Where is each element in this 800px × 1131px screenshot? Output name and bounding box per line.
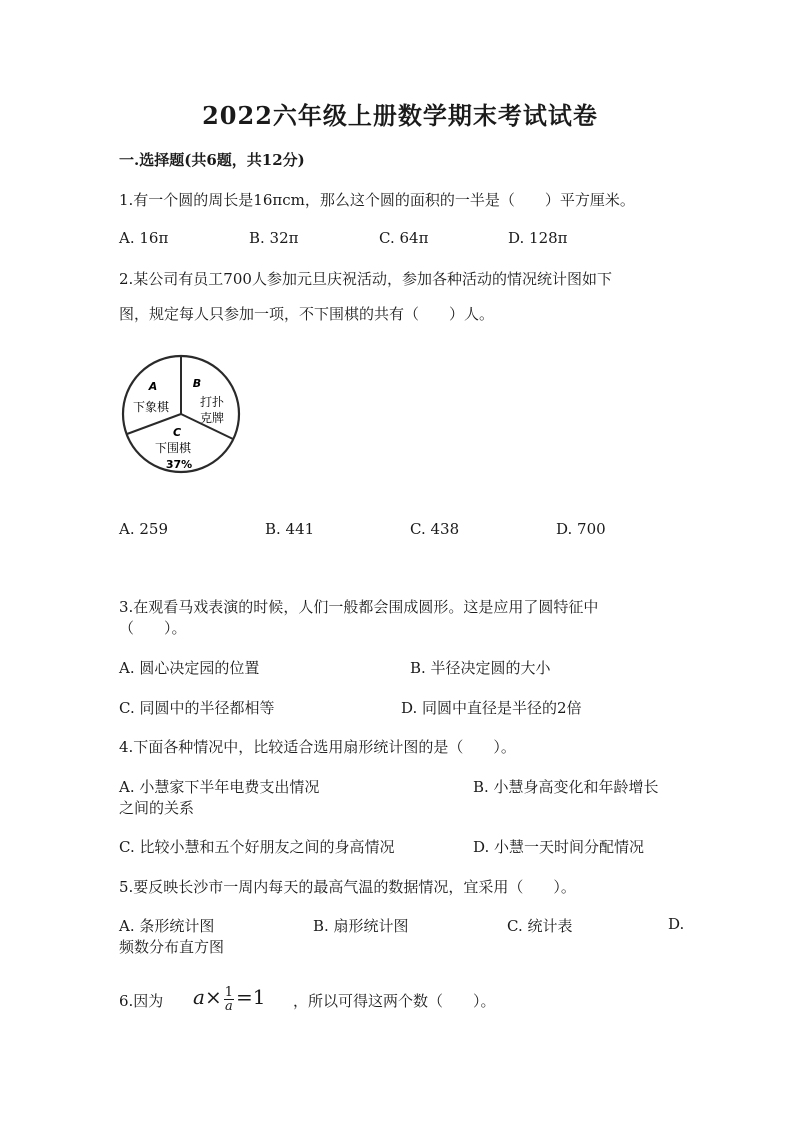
- question-3-stem-line-2: （ ）。: [119, 619, 187, 637]
- question-2-option-a: A. 259: [119, 520, 168, 538]
- pie-label-a-name: 下象棋: [132, 400, 170, 414]
- question-4-option-c: C. 比较小慧和五个好朋友之间的身高情况: [119, 838, 395, 856]
- question-4-option-b-continued: 之间的关系: [119, 799, 195, 817]
- question-6-stem-prefix: 6.因为: [119, 992, 164, 1010]
- formula-numerator: 1: [224, 985, 233, 1000]
- question-2-option-d: D. 700: [556, 520, 606, 538]
- question-1-option-b: B. 32π: [249, 229, 299, 247]
- pie-label-a-letter: A: [148, 380, 158, 393]
- question-5-option-a: A. 条形统计图: [119, 917, 215, 935]
- pie-label-c-name: 下围棋: [154, 441, 192, 455]
- question-4-option-d: D. 小慧一天时间分配情况: [473, 838, 645, 856]
- formula-variable-a: a: [193, 985, 205, 1009]
- question-3-option-a: A. 圆心决定园的位置: [119, 659, 260, 677]
- question-4-option-a: A. 小慧家下半年电费支出情况: [119, 778, 320, 796]
- pie-label-b-letter: B: [192, 377, 202, 390]
- section-heading: 一.选择题(共6题，共12分): [119, 151, 305, 169]
- question-4-option-b: B. 小慧身高变化和年龄增长: [473, 778, 659, 796]
- question-5-option-b: B. 扇形统计图: [313, 917, 409, 935]
- question-5-option-c: C. 统计表: [507, 917, 573, 935]
- formula-times-sign: ×: [204, 985, 222, 1009]
- question-1-option-d: D. 128π: [508, 229, 568, 247]
- question-3-option-d: D. 同圆中直径是半径的2倍: [401, 699, 582, 717]
- question-1-option-a: A. 16π: [119, 229, 169, 247]
- question-3-stem-line-1: 3.在观看马戏表演的时候，人们一般都会围成圆形。这是应用了圆特征中: [119, 598, 599, 616]
- question-6-formula: [193, 982, 265, 1014]
- question-4-stem: 4.下面各种情况中，比较适合选用扇形统计图的是（ ）。: [119, 738, 516, 756]
- pie-label-c-percent: 37%: [165, 458, 193, 471]
- pie-label-b-name-1: 打扑: [199, 395, 225, 409]
- pie-label-c-letter: C: [172, 426, 182, 439]
- page-title: 2022六年级上册数学期末考试试卷: [202, 101, 598, 130]
- question-6-stem-suffix: ，所以可得这两个数（ ）。: [293, 992, 496, 1010]
- question-2-option-b: B. 441: [265, 520, 315, 538]
- formula-equals-one: =1: [235, 985, 266, 1009]
- question-5-option-d: D.: [668, 915, 685, 933]
- question-5-stem: 5.要反映长沙市一周内每天的最高气温的数据情况，宜采用（ ）。: [119, 878, 576, 896]
- question-2-stem-line-1: 2.某公司有员工700人参加元旦庆祝活动，参加各种活动的情况统计图如下: [119, 270, 612, 288]
- question-3-option-c: C. 同圆中的半径都相等: [119, 699, 275, 717]
- pie-label-b-name-2: 克牌: [199, 411, 225, 425]
- formula-denominator: a: [224, 999, 233, 1014]
- question-5-option-d-continued: 频数分布直方图: [119, 938, 225, 956]
- question-2-stem-line-2: 图，规定每人只参加一项，不下围棋的共有（ ）人。: [119, 305, 495, 323]
- question-1-option-c: C. 64π: [379, 229, 429, 247]
- question-1-stem: 1.有一个圆的周长是16πcm，那么这个圆的面积的一半是（ ）平方厘米。: [119, 191, 635, 209]
- pie-chart: [115, 350, 255, 485]
- formula-fraction: [224, 986, 234, 1013]
- question-3-option-b: B. 半径决定圆的大小: [410, 659, 551, 677]
- question-2-option-c: C. 438: [410, 520, 460, 538]
